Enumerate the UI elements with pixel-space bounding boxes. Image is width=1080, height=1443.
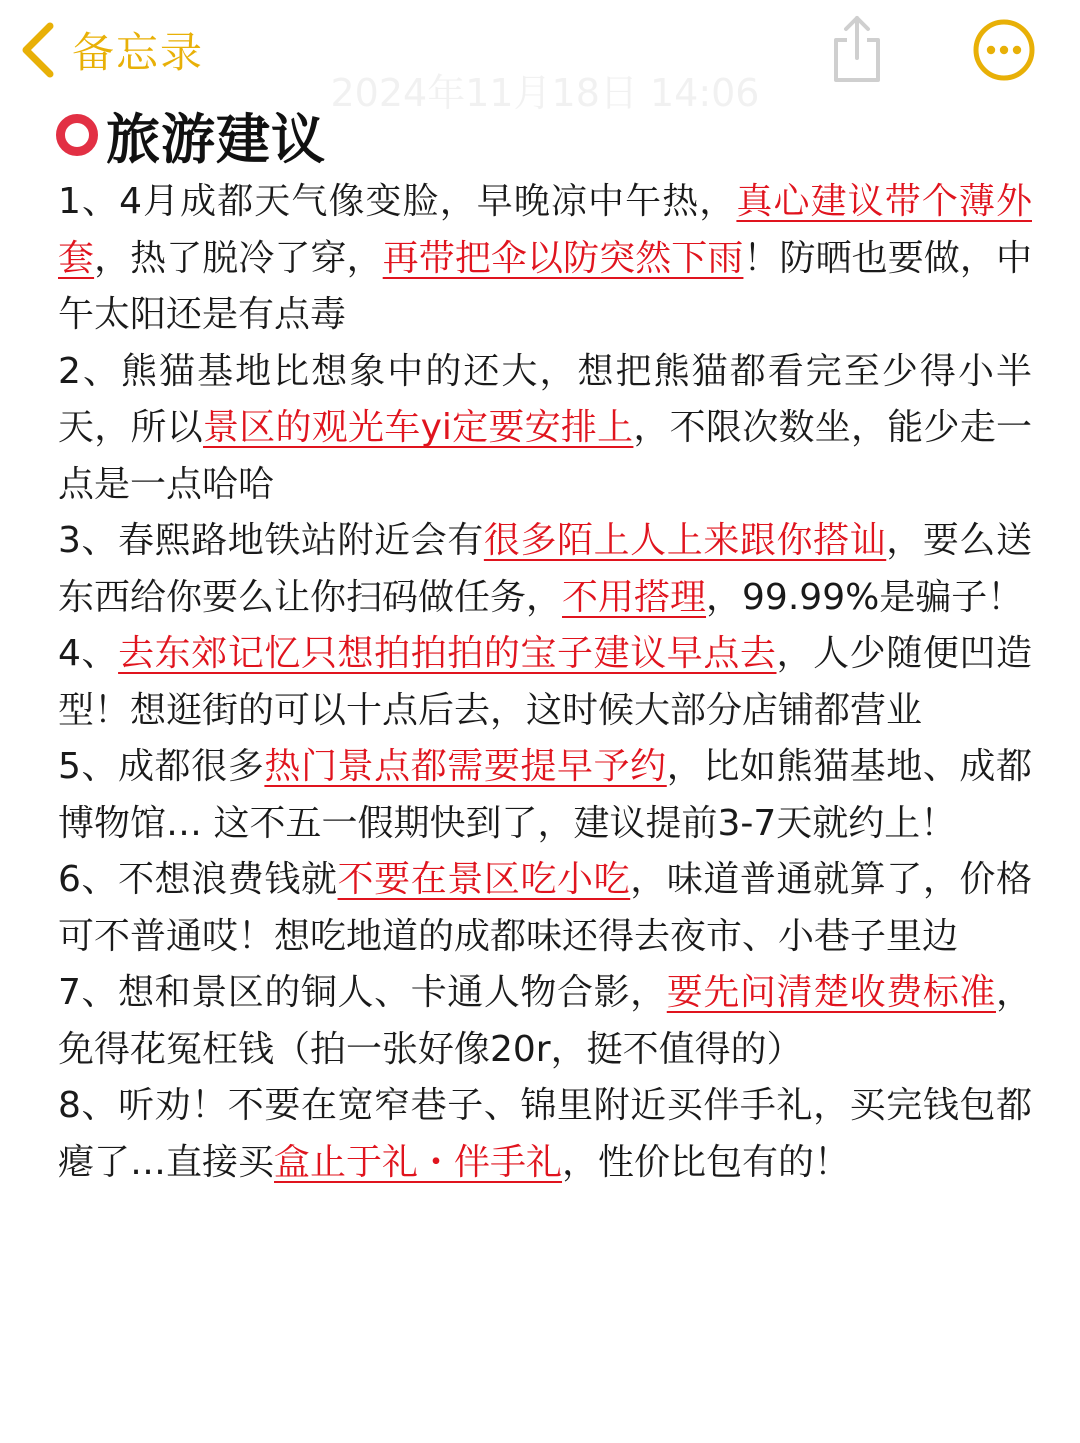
highlighted-text: 再带把伞以防突然下雨 [382,237,744,279]
tip-item: 3、春熙路地铁站附近会有很多陌上人上来跟你搭讪，要么送东西给你要么让你扫码做任务，不用搭理，99.99%是骗子！ [58,520,1032,618]
note-title [56,100,326,170]
tip-item: 8、听劝！不要在宽窄巷子、锦里附近买伴手礼，买完钱包都瘪了…直接买盒止于礼・伴手礼，性价比包有的！ [58,1085,1032,1183]
tip-item: 6、不想浪费钱就不要在景区吃小吃，味道普通就算了，价格可不普通哎！想吃地道的成都味还得去夜市、小巷子里边 [58,859,1032,957]
tip-item: 7、想和景区的铜人、卡通人物合影，要先问清楚收费标准，免得花冤枉钱（拍一张好像20r，挺不值得的） [58,972,1032,1070]
share-icon [826,14,888,84]
tip-item: 1、4月成都天气像变脸，早晚凉中午热，真心建议带个薄外套，热了脱冷了穿，再带把伞以防突然下雨！防晒也要做，中午太阳还是有点毒 [58,181,1032,335]
highlighted-text: 很多陌上人上来跟你搭讪 [483,520,887,561]
top-navigation-bar [0,0,1080,115]
note-title-text: 旅游建议 [106,107,326,171]
note-timestamp: 2024年11月18日 14:06 [330,71,760,115]
more-options-button[interactable] [972,18,1036,82]
highlighted-text: 去东郊记忆只想拍拍拍的宝子建议早点去 [118,633,777,674]
red-circle-icon [56,114,98,156]
tip-item: 5、成都很多热门景点都需要提早予约，比如熊猫基地、成都博物馆… 这不五一假期快到了，建议提前3-7天就约上！ [58,746,1032,844]
note-body[interactable] [58,174,1032,1191]
highlighted-text: 要先问清楚收费标准 [666,972,996,1013]
highlighted-text: 真心建议带个薄外套 [58,181,1032,279]
tip-item: 2、熊猫基地比想象中的还大，想把熊猫都看完至少得小半天，所以景区的观光车yi定要安排上，不限次数坐，能少走一点是一点哈哈 [58,350,1032,505]
highlighted-text: 热门景点都需要提早予约 [264,746,667,787]
more-icon [972,18,1036,82]
tip-item: 4、去东郊记忆只想拍拍拍的宝子建议早点去，人少随便凹造型！想逛街的可以十点后去，这时候大部分店铺都营业 [58,633,1032,731]
highlighted-text: 盒止于礼・伴手礼 [274,1141,563,1183]
chevron-left-icon [20,22,56,78]
back-button[interactable] [20,18,204,82]
share-button[interactable] [826,14,888,84]
highlighted-text: 景区的观光车yi定要安排上 [203,407,634,448]
highlighted-text: 不要在景区吃小吃 [337,859,631,900]
highlighted-text: 不用搭理 [562,576,707,618]
back-label: 备忘录 [72,28,205,77]
